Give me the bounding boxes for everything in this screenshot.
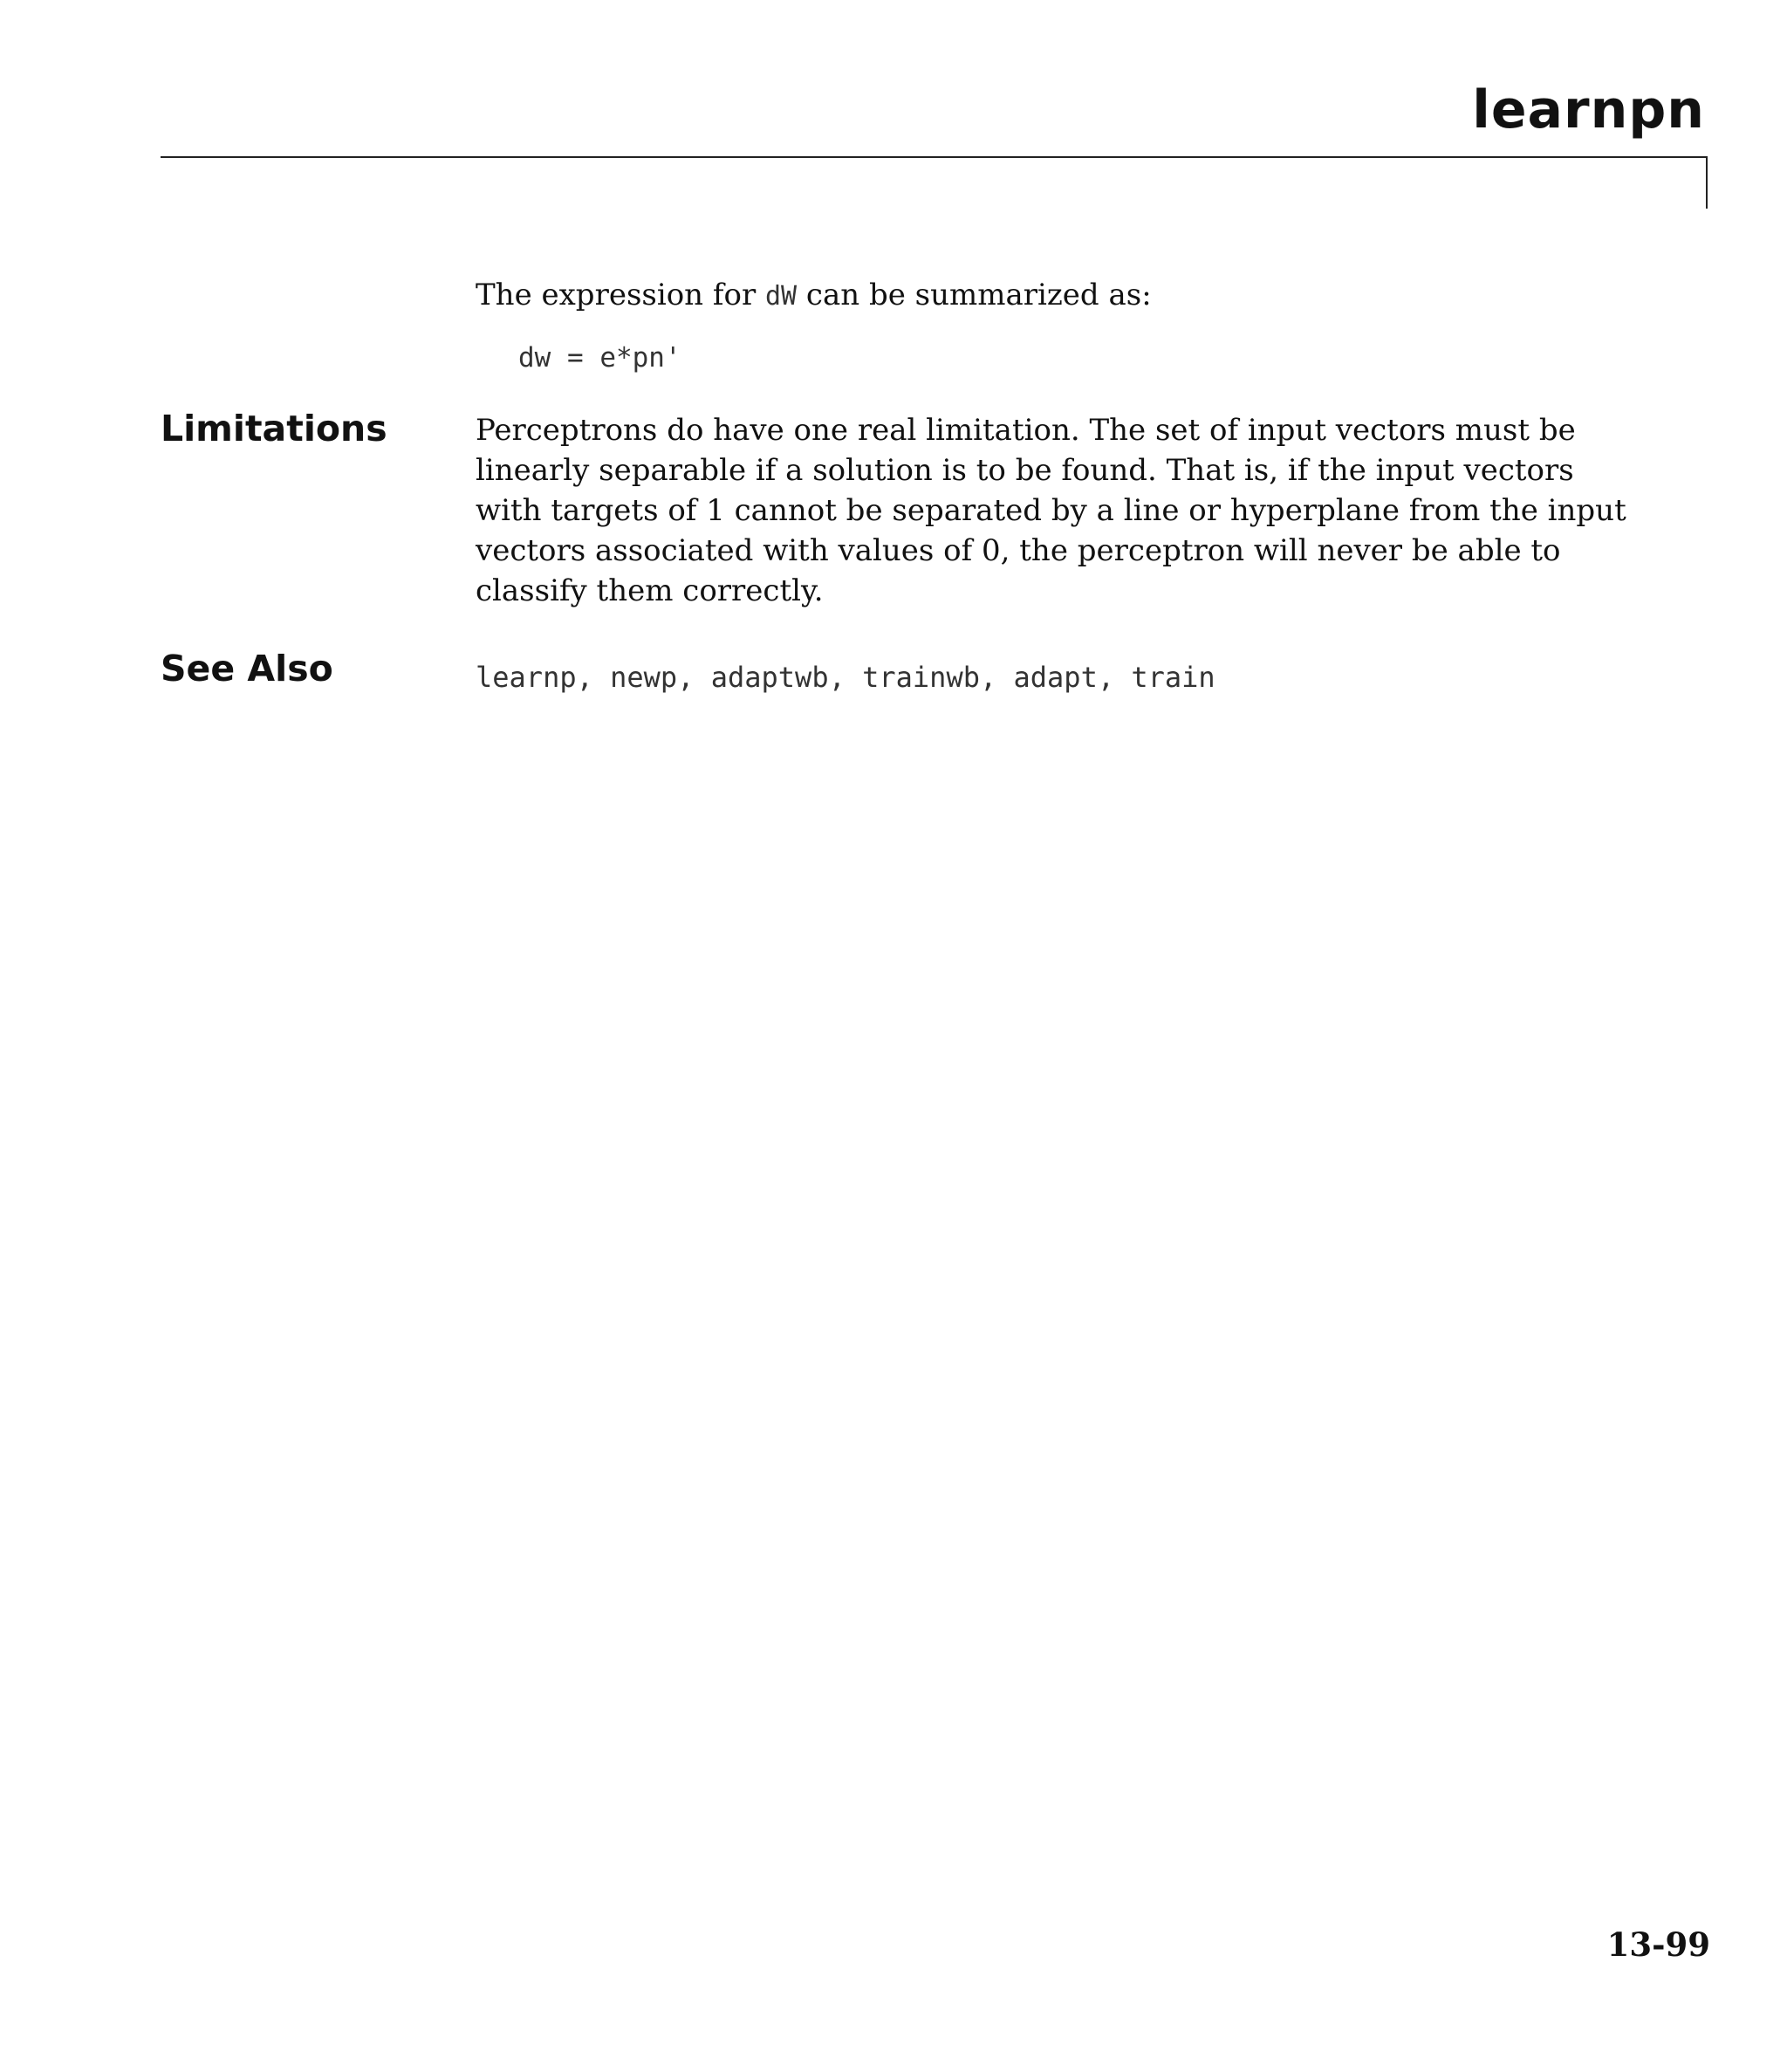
page-number: 13-99 xyxy=(1606,1925,1710,1964)
header-tick xyxy=(1706,156,1708,209)
limitations-heading: Limitations xyxy=(161,408,387,449)
code-line: dw = e*pn' xyxy=(518,342,681,374)
summary-text-after: can be summarized as: xyxy=(797,278,1152,312)
summary-inline-code: dW xyxy=(765,281,798,312)
page-header-title: learnpn xyxy=(1472,79,1705,141)
summary-text-before: The expression for xyxy=(476,278,765,312)
limitations-paragraph: Perceptrons do have one real limitation. The set of input vectors must be linearly separable if a solution is to be found. That is, if the input vectors with targets of 1 cannot be separated by a line or hyperplane from the input vectors associated with values of 0, the perceptron will never be able to classify them correctly. xyxy=(476,413,1626,608)
see-also-heading: See Also xyxy=(161,648,333,690)
see-also-list: learnp, newp, adaptwb, trainwb, adapt, train xyxy=(476,661,1215,694)
header-rule xyxy=(161,156,1708,158)
summary-paragraph xyxy=(476,275,1645,317)
